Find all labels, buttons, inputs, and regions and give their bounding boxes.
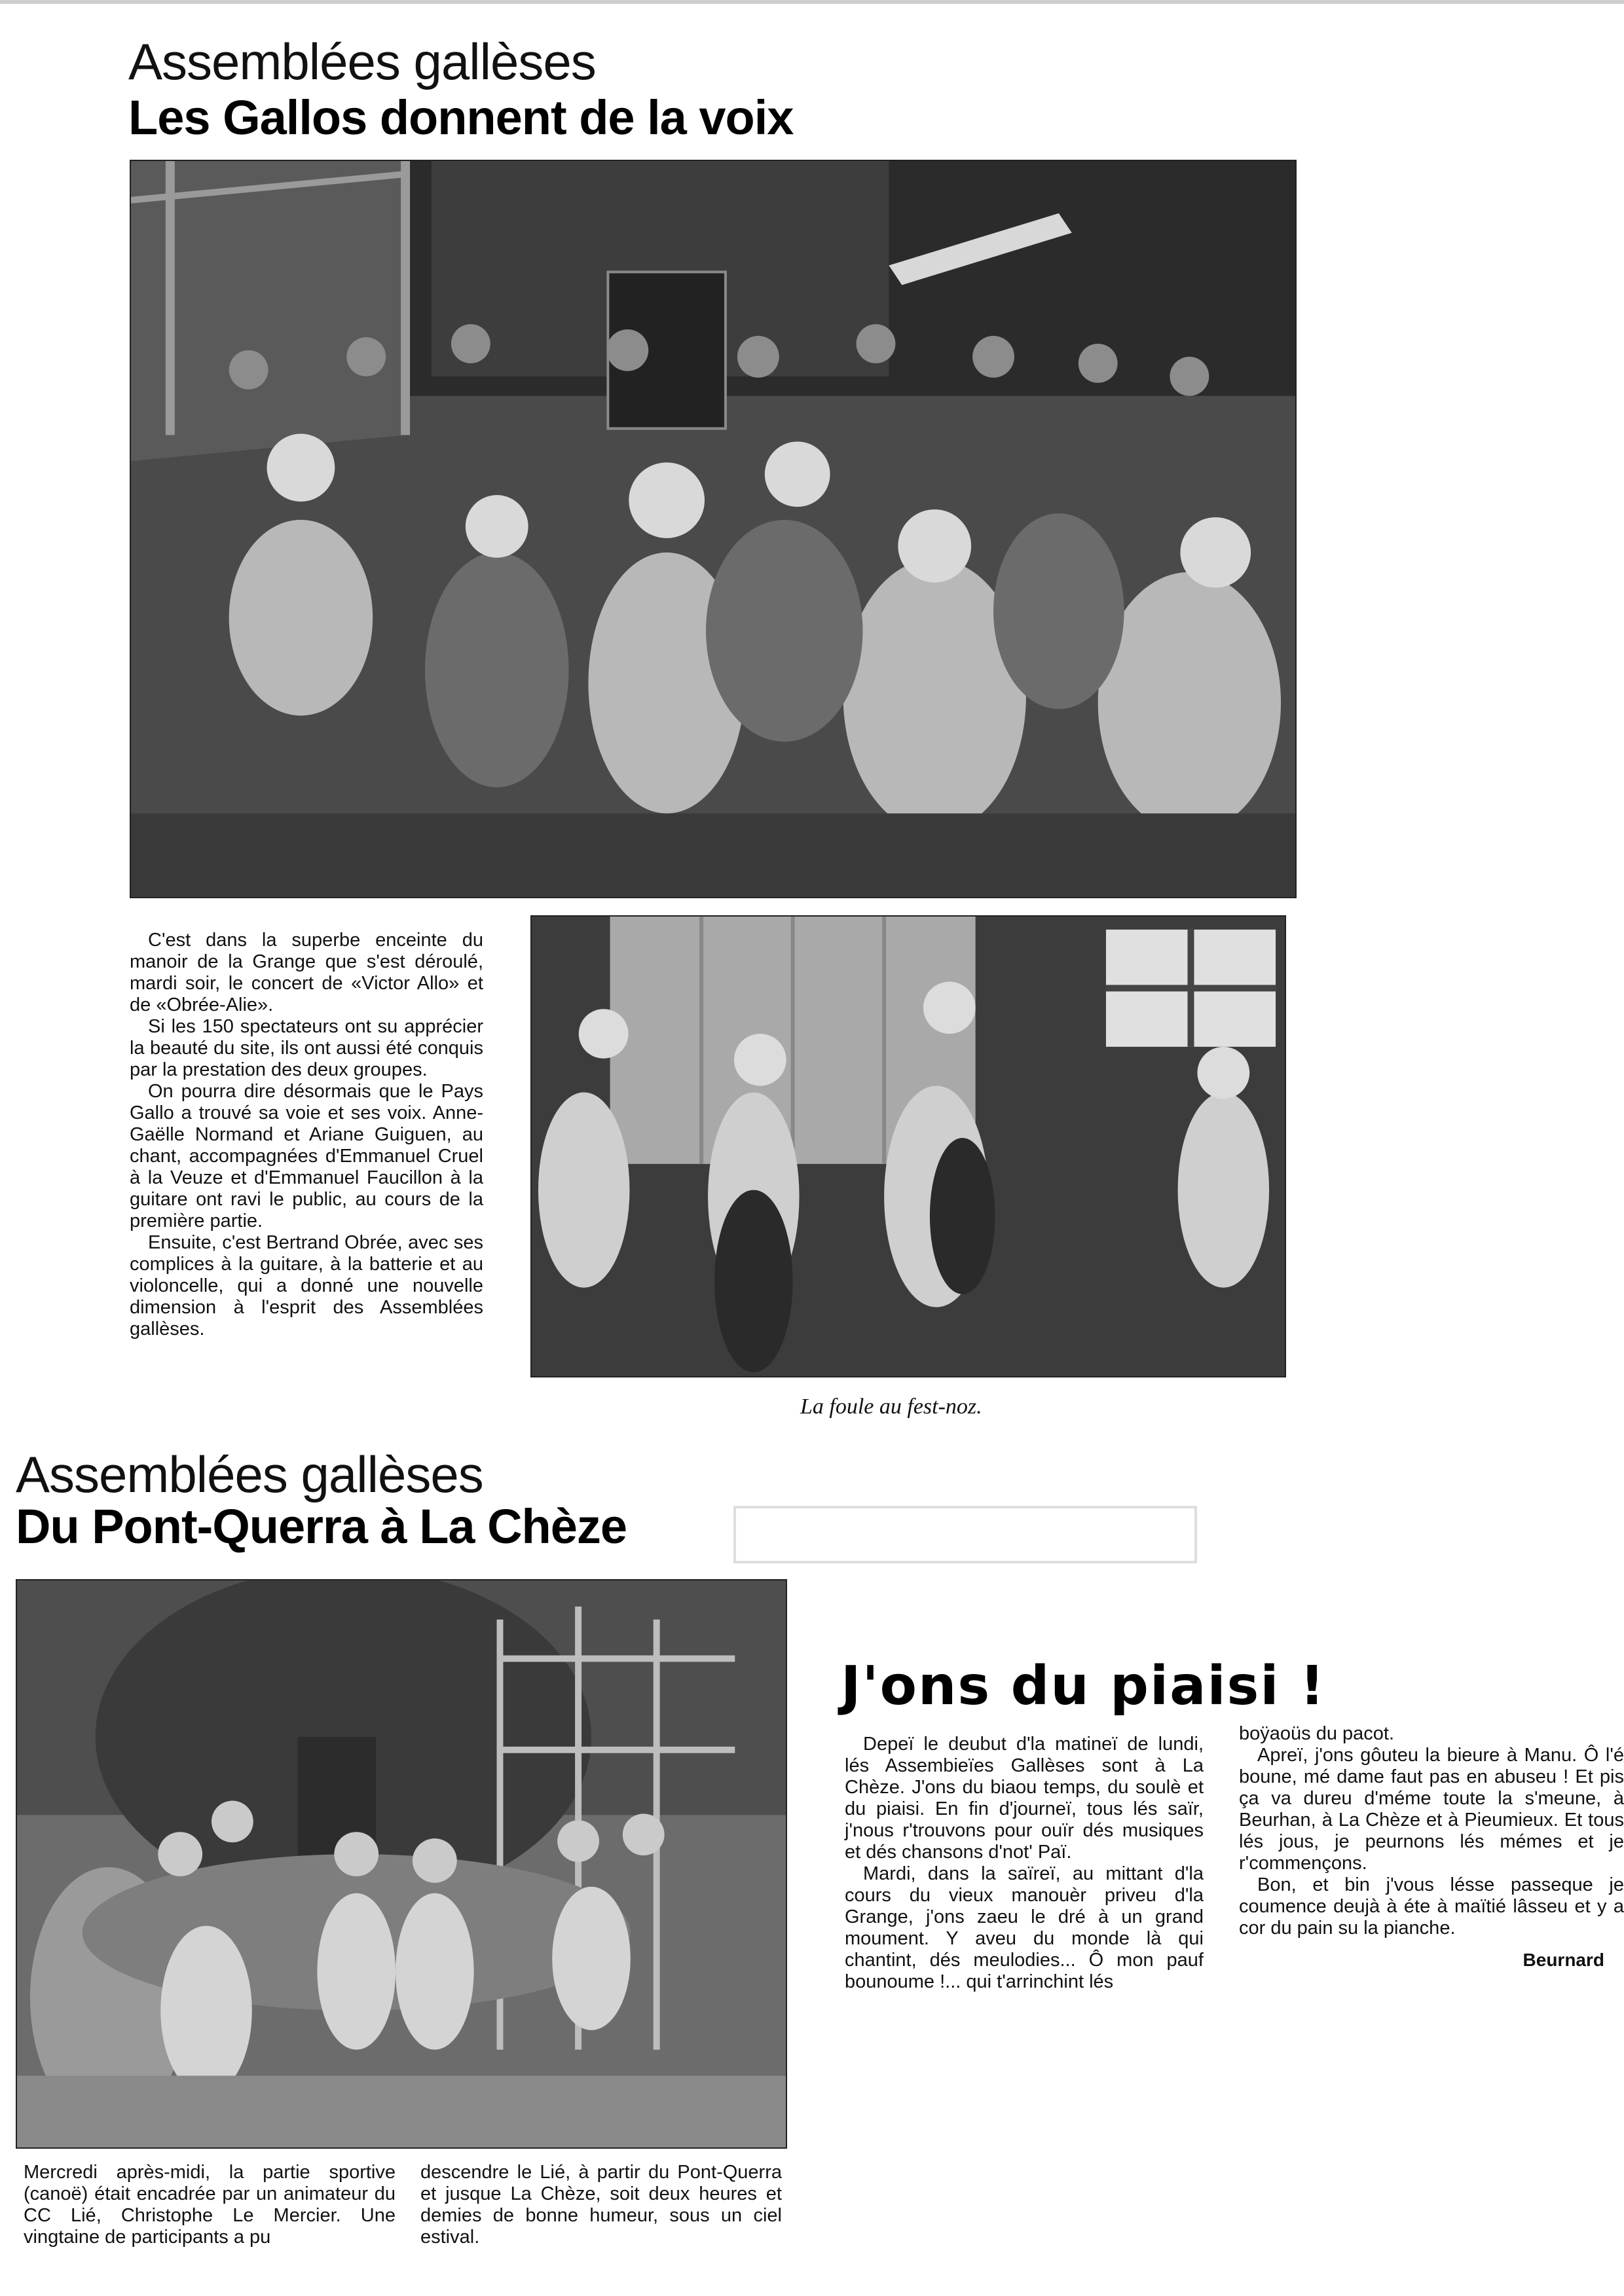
article3-paragraph: Depeï le deubut d'la matineï de lundi, lés Assembieïes Gallèses sont à La Chèze. J'ons du biaou temps, du soulè et du piaisi. En fin d'journeï, tous lés saïr, j'nous r'trouvons pour ouïr dés musiques et dés chansons d'not' Paï. xyxy=(845,1734,1204,1863)
article3-signature: Beurnard xyxy=(1522,1950,1604,1970)
fest-noz-photo xyxy=(530,915,1286,1377)
article1-paragraph: Si les 150 spectateurs ont su apprécier la beauté du site, ils ont aussi été conquis par la prestation des deux groupes. xyxy=(130,1016,483,1080)
article1-body xyxy=(130,930,483,1340)
article2-headline: Du Pont-Querra à La Chèze xyxy=(16,1499,627,1554)
article1-paragraph: C'est dans la superbe enceinte du manoir de la Grange que s'est déroulé, mardi soir, le concert de «Victor Allo» et de «Obrée-Alie». xyxy=(130,930,483,1015)
article1-paragraph: On pourra dire désormais que le Pays Gallo a trouvé sa voie et ses voix. Anne-Gaëlle Normand et Ariane Guiguen, au chant, accompagnées d'Emmanuel Cruel à la Veuze et d'Emmanuel Faucillon à la guitare ont ravi le public, au cours de la première partie. xyxy=(130,1081,483,1231)
canoe-group-photo xyxy=(16,1579,787,2149)
audience-photo xyxy=(130,160,1297,898)
article2-kicker: Assemblées gallèses xyxy=(16,1446,483,1503)
article3-paragraph: boÿaoüs du pacot. xyxy=(1239,1723,1395,1744)
article3-paragraph: Apreï, j'ons gôuteu la bieure à Manu. Ô l'é boune, mé dame faut pas en abuseu ! Et pis ça va dureu d'méme toute la s'meune, à Beurhan, à La Chèze et à Pieumieux. Et tous lés jous, je peurnons lés mémes et je r'commençons. xyxy=(1239,1745,1624,1874)
article3-title: J'ons du piaisi ! xyxy=(841,1655,1326,1717)
article2-col1: Mercredi après-midi, la partie sportive (canoë) était encadrée par un animateur du CC Lié, Christophe Le Mercier. Une vingtaine de participants a pu xyxy=(24,2162,396,2248)
article3-paragraph: Mardi, dans la saïreï, au mittant d'la cours du vieux manouèr priveu d'la Grange, j'ons zaeu le dré à un grand moument. Y aveu du monde là qui chantint, dés meulodies... Ô mon pauf bounoume !... qui t'arrinchint lés xyxy=(845,1863,1204,1992)
article1-kicker: Assemblées gallèses xyxy=(128,33,596,90)
page-top-rule xyxy=(0,0,1624,4)
show-through-box xyxy=(733,1506,1197,1563)
article1-paragraph: Ensuite, c'est Bertrand Obrée, avec ses complices à la guitare, à la batterie et au violoncelle, qui a donné une nouvelle dimension à l'esprit des Assemblées gallèses. xyxy=(130,1232,483,1339)
article3-col2 xyxy=(1239,1723,1624,1939)
article3-paragraph: Bon, et bin j'vous lésse passeque je coumence deujà à éte à maïtié lâsseu et y a cor du pain su la pianche. xyxy=(1239,1874,1624,1939)
article3-col1 xyxy=(845,1734,1204,1993)
fest-noz-caption: La foule au fest-noz. xyxy=(800,1394,982,1419)
article2-col2: descendre le Lié, à partir du Pont-Querra et jusque La Chèze, soit deux heures et demies de bonne humeur, sous un ciel estival. xyxy=(420,2162,782,2248)
article1-headline: Les Gallos donnent de la voix xyxy=(128,90,794,145)
